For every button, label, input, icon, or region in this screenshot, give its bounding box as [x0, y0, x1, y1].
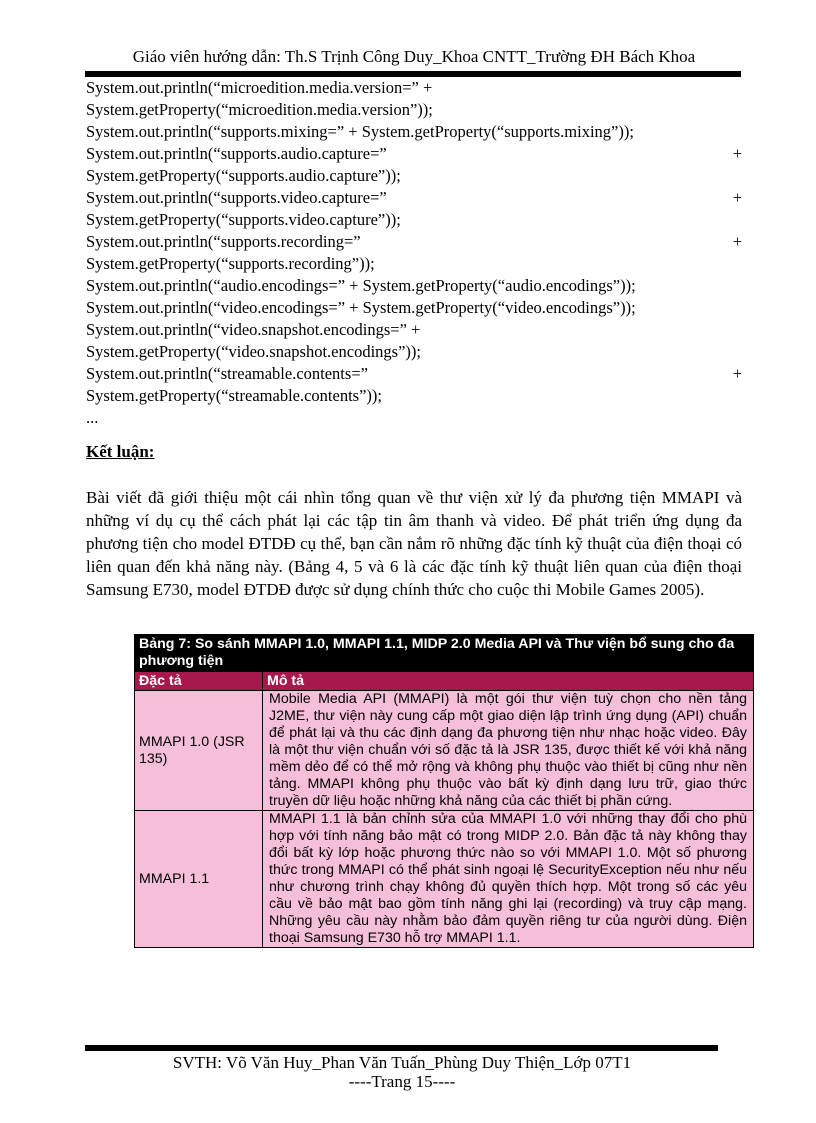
code-line [86, 77, 742, 99]
comparison-table [134, 634, 754, 948]
table-header-row [135, 672, 754, 691]
page-header: Giáo viên hướng dẫn: Th.S Trịnh Công Duy_Khoa CNTT_Trường ĐH Bách Khoa [132, 47, 696, 66]
code-line [86, 121, 742, 143]
row-feature-cell: MMAPI 1.0 (JSR 135) [135, 691, 263, 811]
footer-authors: SVTH: Võ Văn Huy_Phan Văn Tuấn_Phùng Duy Thiện_Lớp 07T1 [172, 1053, 632, 1072]
code-line-text: System.getProperty(“video.snapshot.encodings”)); [86, 342, 421, 361]
page-footer [86, 1053, 718, 1091]
code-line [86, 275, 742, 297]
code-line-text: ... [86, 408, 99, 427]
code-line-text: System.out.println(“video.encodings=” + System.getProperty(“video.encodings”)); [86, 298, 636, 317]
code-line [86, 363, 742, 385]
code-line-operator: + [732, 144, 742, 163]
code-line [86, 165, 742, 187]
code-line [86, 99, 742, 121]
row-description-cell: MMAPI 1.1 là bản chỉnh sửa của MMAPI 1.0 với những thay đổi cho phù hợp với tính năng bảo mật có trong MIDP 2.0. Bản đặc tả này không thay đổi bất kỳ lớp hoặc phương thức nào so với MMAPI 1.0. Một số phương thức trong MMAPI có thể phát sinh ngoại lệ SecurityException nếu như nếu như chương trình chạy không đủ quyền thích hợp. Một trong số các yêu cầu về bảo mật bao gồm tính năng ghi lại (recording) và truy cập mạng. Những yêu cầu này nhằm bảo đảm quyền riêng tư của người dùng. Điện thoại Samsung E730 hỗ trợ MMAPI 1.1. [263, 811, 754, 948]
code-line [86, 385, 742, 407]
code-line-text: System.getProperty(“microedition.media.version”)); [86, 100, 433, 119]
row-feature-cell: MMAPI 1.1 [135, 811, 263, 948]
code-line-text: System.out.println(“supports.audio.capture=” [86, 144, 387, 163]
code-line-text: System.getProperty(“supports.audio.capture”)); [86, 166, 401, 185]
code-line-operator: + [732, 364, 742, 383]
table-row [135, 811, 754, 948]
table-caption-row [135, 635, 754, 672]
code-line-text: System.out.println(“supports.mixing=” + System.getProperty(“supports.mixing”)); [86, 122, 634, 141]
code-line [86, 319, 742, 341]
code-line-text: System.out.println(“streamable.contents=” [86, 364, 368, 383]
code-line-text: System.out.println(“microedition.media.version=” + [86, 78, 433, 97]
code-line-text: System.out.println(“audio.encodings=” + System.getProperty(“audio.encodings”)); [86, 276, 636, 295]
code-line [86, 253, 742, 275]
code-line [86, 231, 742, 253]
code-listing [86, 77, 742, 429]
column-header-description: Mô tả [263, 672, 754, 691]
code-line-operator: + [732, 188, 742, 207]
page-number: ----Trang 15---- [348, 1072, 456, 1091]
code-line [86, 407, 742, 429]
code-line-text: System.getProperty(“streamable.contents”)); [86, 386, 382, 405]
table-row [135, 691, 754, 811]
code-line [86, 143, 742, 165]
code-line [86, 209, 742, 231]
code-line-text: System.getProperty(“supports.recording”)); [86, 254, 375, 273]
conclusion-heading: Kết luận: [86, 442, 155, 461]
code-line-text: System.out.println(“video.snapshot.encodings=” + [86, 320, 421, 339]
code-line [86, 341, 742, 363]
code-line [86, 297, 742, 319]
code-line-text: System.out.println(“supports.video.capture=” [86, 188, 387, 207]
conclusion-paragraph: Bài viết đã giới thiệu một cái nhìn tổng quan về thư viện xử lý đa phương tiện MMAPI và những ví dụ cụ thể cách phát lại các tập tin âm thanh và video. Để phát triển ứng dụng đa phương tiện cho model ĐTDĐ cụ thể, bạn cần nắm rõ những đặc tính kỹ thuật của điện thoại có liên quan đến khả năng này. (Bảng 4, 5 và 6 là các đặc tính kỹ thuật liên quan của điện thoại Samsung E730, model ĐTDĐ được sử dụng chính thức cho cuộc thi Mobile Games 2005). [86, 488, 742, 599]
code-line-text: System.getProperty(“supports.video.capture”)); [86, 210, 401, 229]
footer-rule [85, 1045, 718, 1051]
row-description-cell: Mobile Media API (MMAPI) là một gói thư viện tuỳ chọn cho nền tảng J2ME, thư viện này cung cấp một giao diện lập trình ứng dụng (API) chuẩn để phát lại và thu các định dạng đa phương tiện như nhạc hoặc video. Đây là một thư viện chuẩn với số đặc tả là JSR 135, được thiết kế với khả năng mềm dẻo để có thể mở rộng và không phụ thuộc vào thiết bị cũng như nền tảng. MMAPI không phụ thuộc vào bất kỳ định dạng lưu trữ, giao thức truyền dữ liệu hoặc những khả năng của các thiết bị phần cứng. [263, 691, 754, 811]
code-line-text: System.out.println(“supports.recording=” [86, 232, 361, 251]
column-header-feature: Đặc tả [135, 672, 263, 691]
code-line-operator: + [732, 232, 742, 251]
code-line [86, 187, 742, 209]
table-caption: Bảng 7: So sánh MMAPI 1.0, MMAPI 1.1, MIDP 2.0 Media API và Thư viện bổ sung cho đa phương tiện [135, 635, 754, 672]
